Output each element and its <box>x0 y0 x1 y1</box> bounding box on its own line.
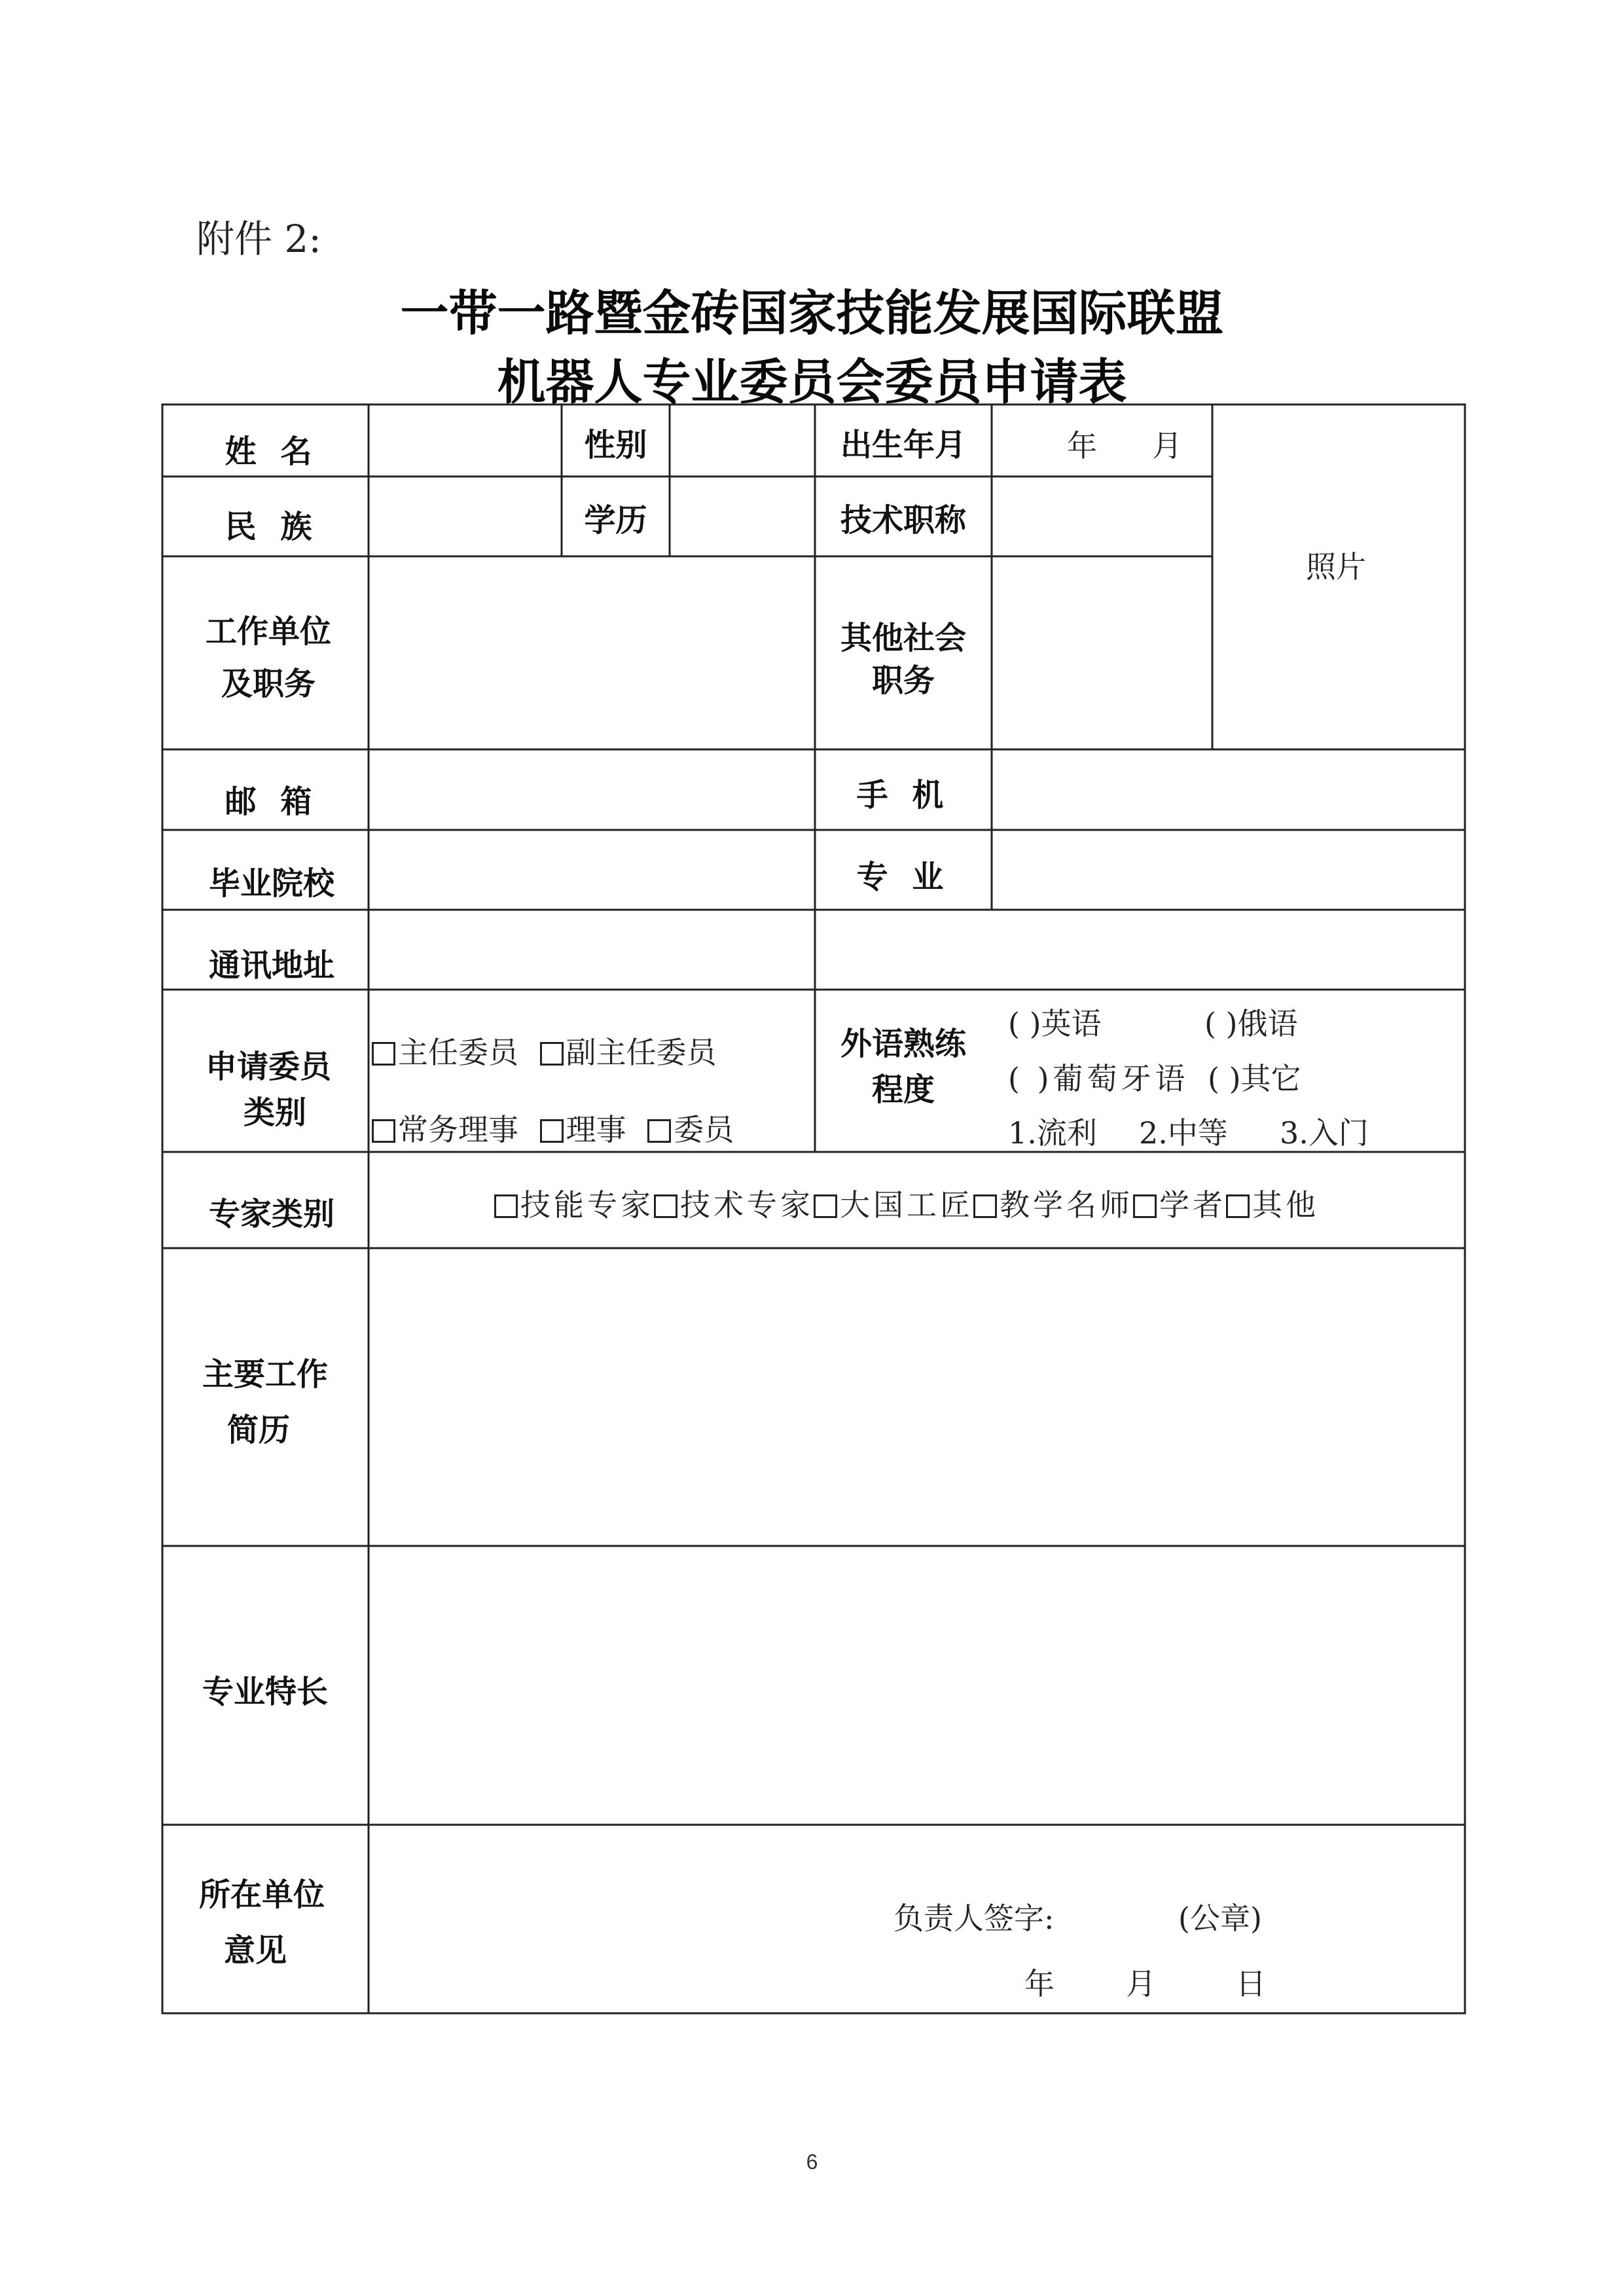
level-medium-option[interactable]: 2.中等 <box>1139 1115 1228 1151</box>
form-title-line2: 机器人专业委员会委员申请表 <box>497 354 1127 410</box>
level-fluent-option[interactable]: 1.流利 <box>1008 1115 1097 1151</box>
education-label: 学历 <box>584 502 647 539</box>
major-label: 专 业 <box>856 859 950 895</box>
checkbox-scholar[interactable]: 学者 <box>1133 1187 1226 1223</box>
other-roles-label-1: 其他社会 <box>840 620 966 656</box>
ethnicity-label: 民 族 <box>225 509 319 545</box>
birth-month-unit: 月 <box>1152 428 1182 463</box>
checkbox-teacher[interactable]: 教学名师 <box>973 1187 1133 1223</box>
date-day-unit: 日 <box>1236 1966 1266 2001</box>
employer-label-2: 及职务 <box>221 666 316 702</box>
category-label-2: 类别 <box>243 1094 306 1131</box>
checkbox-vice-chair[interactable]: 副主任委员 <box>540 1035 717 1070</box>
opinion-label-1: 所在单位 <box>198 1876 325 1913</box>
email-label: 邮 箱 <box>225 783 319 820</box>
seal-label: (公章) <box>1178 1901 1262 1936</box>
tech-title-label: 技术职称 <box>840 502 966 539</box>
checkbox-member[interactable]: 委员 <box>647 1112 734 1147</box>
attachment-label: 附件 2: <box>196 217 321 261</box>
resume-label-2: 简历 <box>226 1412 290 1448</box>
address-label: 通讯地址 <box>208 947 334 984</box>
specialty-label: 专业特长 <box>202 1674 328 1710</box>
birth-year-unit: 年 <box>1067 428 1097 463</box>
checkbox-standing-director[interactable]: 常务理事 <box>372 1112 518 1147</box>
language-english-option[interactable]: ( )英语 <box>1008 1006 1102 1041</box>
category-row-2 <box>372 1106 734 1149</box>
date-month-unit: 月 <box>1126 1966 1156 2001</box>
category-row-1 <box>372 1029 717 1072</box>
language-other-option[interactable]: ( )其它 <box>1208 1061 1301 1096</box>
name-label: 姓 名 <box>225 433 319 470</box>
other-roles-label-2: 职务 <box>871 662 935 699</box>
checkbox-director[interactable]: 理事 <box>540 1112 626 1147</box>
expert-label: 专家类别 <box>208 1196 334 1232</box>
birth-label: 出生年月 <box>840 427 966 463</box>
signature-label: 负责人签字: <box>893 1901 1055 1936</box>
checkbox-craftsman[interactable]: 大国工匠 <box>814 1187 973 1223</box>
language-russian-option[interactable]: ( )俄语 <box>1204 1006 1298 1041</box>
form-title-line1: 一带一路暨金砖国家技能发展国际联盟 <box>400 285 1224 342</box>
expert-options-row <box>494 1181 1319 1225</box>
page-number: 6 <box>806 2150 818 2174</box>
gender-label: 性别 <box>584 427 647 463</box>
checkbox-tech-expert[interactable]: 技术专家 <box>654 1187 814 1223</box>
resume-label-1: 主要工作 <box>202 1356 328 1393</box>
level-basic-option[interactable]: 3.入门 <box>1280 1115 1369 1151</box>
employer-label-1: 工作单位 <box>205 613 331 650</box>
category-label-1: 申请委员 <box>205 1049 331 1085</box>
language-label-2: 程度 <box>871 1071 935 1108</box>
language-label-1: 外语熟练 <box>840 1026 966 1062</box>
date-year-unit: 年 <box>1024 1966 1055 2001</box>
mobile-label: 手 机 <box>856 777 950 814</box>
opinion-label-2: 意见 <box>223 1932 287 1969</box>
language-portuguese-option[interactable]: ( )葡萄牙语 <box>1008 1061 1189 1096</box>
checkbox-chair[interactable]: 主任委员 <box>372 1035 518 1070</box>
checkbox-other[interactable]: 其他 <box>1226 1187 1319 1223</box>
photo-placeholder: 照片 <box>1306 549 1366 584</box>
school-label: 毕业院校 <box>208 865 334 902</box>
checkbox-skill-expert[interactable]: 技能专家 <box>494 1187 654 1223</box>
